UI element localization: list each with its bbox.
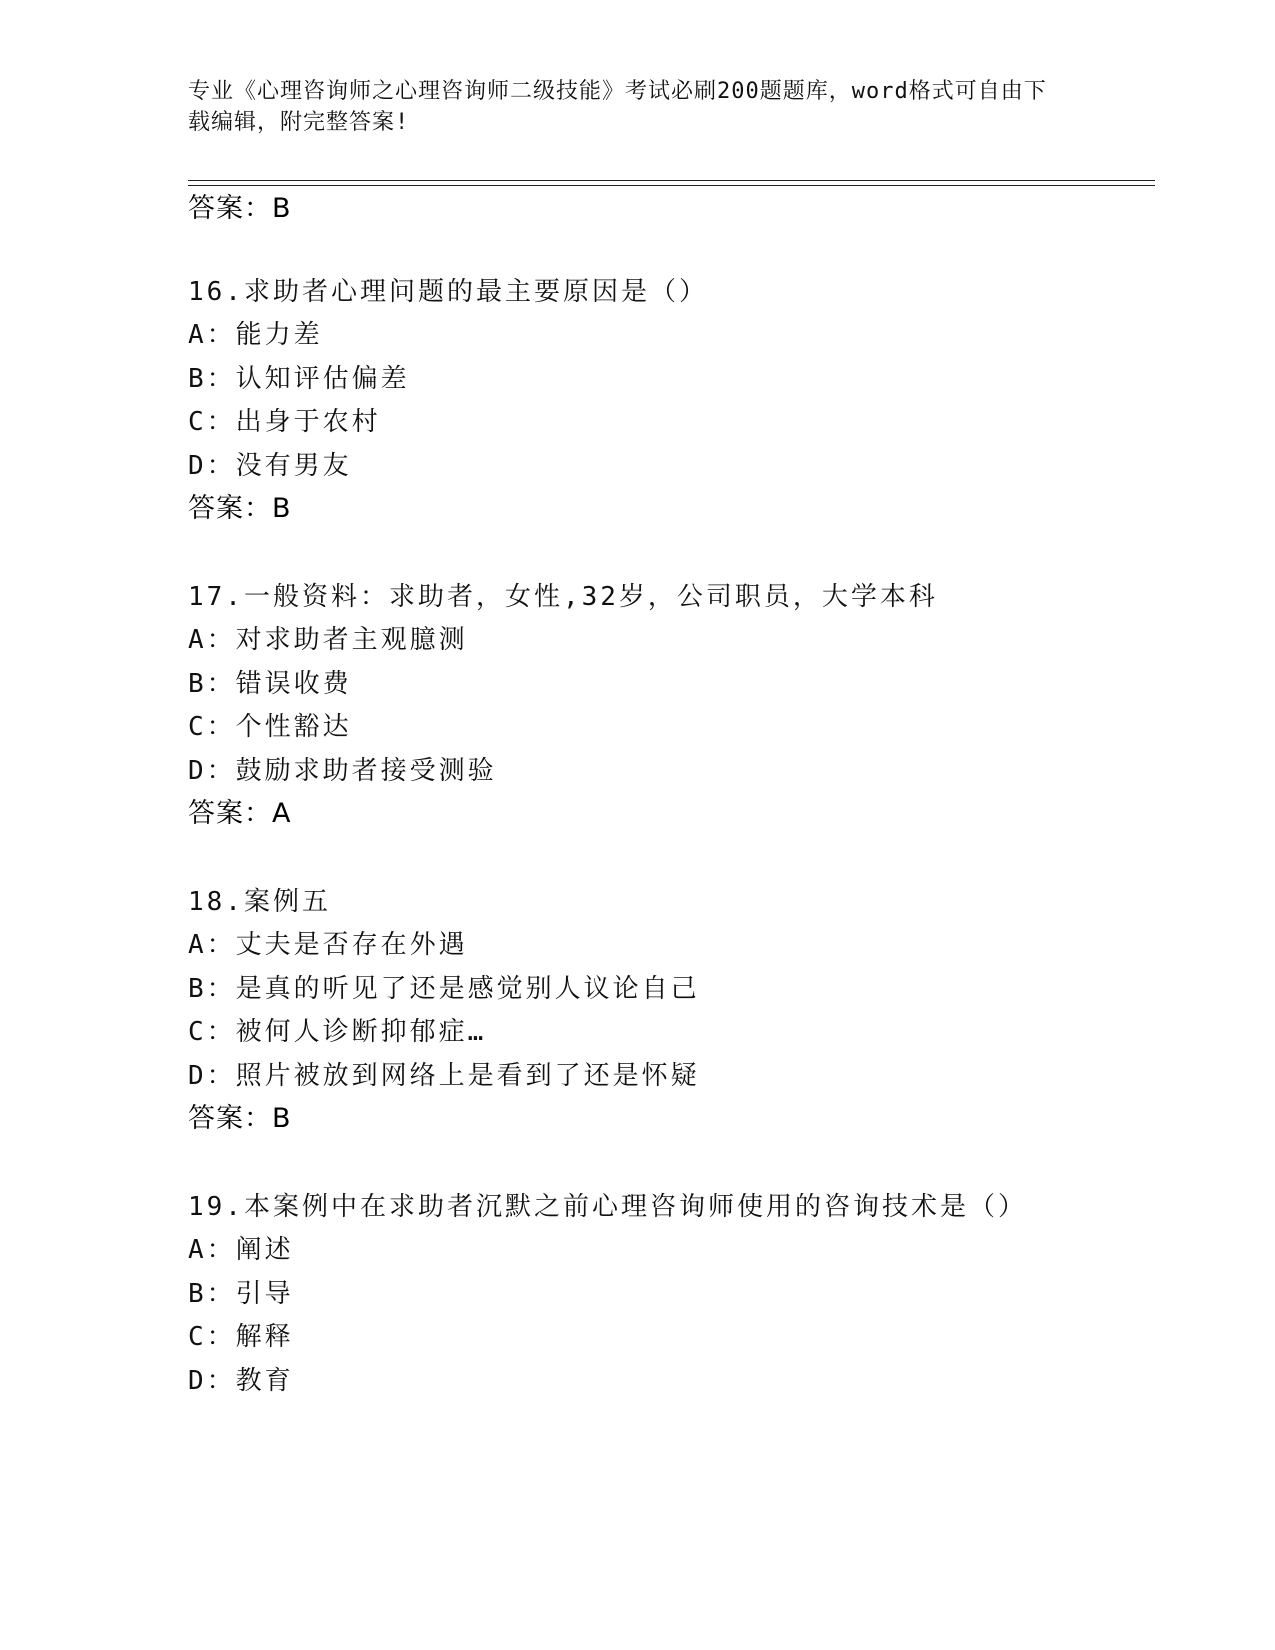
document-header: 专业《心理咨询师之心理咨询师二级技能》考试必刷200题题库，word格式可自由下载编辑，附完整答案!	[188, 79, 1047, 135]
option-a: A：丈夫是否存在外遇	[188, 930, 468, 960]
option-d: D：教育	[188, 1366, 294, 1396]
answer-line: 答案：B	[188, 1103, 292, 1134]
question-stem: 17.一般资料：求助者，女性,32岁，公司职员，大学本科	[188, 582, 938, 612]
question-stem: 19.本案例中在求助者沉默之前心理咨询师使用的咨询技术是（）	[188, 1192, 1027, 1222]
option-c: C：出身于农村	[188, 407, 381, 437]
option-a: A：对求助者主观臆测	[188, 625, 468, 655]
option-d: D：鼓励求助者接受测验	[188, 756, 497, 786]
answer-line: 答案：B	[188, 193, 292, 224]
question-stem: 18.案例五	[188, 887, 331, 917]
option-b: B：引导	[188, 1279, 294, 1309]
option-c: C：被何人诊断抑郁症…	[188, 1017, 487, 1047]
option-c: C：解释	[188, 1322, 294, 1352]
option-c: C：个性豁达	[188, 712, 352, 742]
option-b: B：认知评估偏差	[188, 364, 410, 394]
option-b: B：错误收费	[188, 669, 352, 699]
answer-line: 答案：B	[188, 493, 292, 524]
answer-line: 答案：A	[188, 798, 292, 829]
header-rule-bottom	[188, 185, 1155, 186]
option-d: D：没有男友	[188, 451, 352, 481]
option-a: A：阐述	[188, 1235, 294, 1265]
option-b: B：是真的听见了还是感觉别人议论自己	[188, 974, 700, 1004]
option-a: A：能力差	[188, 320, 323, 350]
question-stem: 16.求助者心理问题的最主要原因是（）	[188, 277, 708, 307]
header-rule-top	[188, 180, 1155, 181]
option-d: D：照片被放到网络上是看到了还是怀疑	[188, 1061, 700, 1091]
